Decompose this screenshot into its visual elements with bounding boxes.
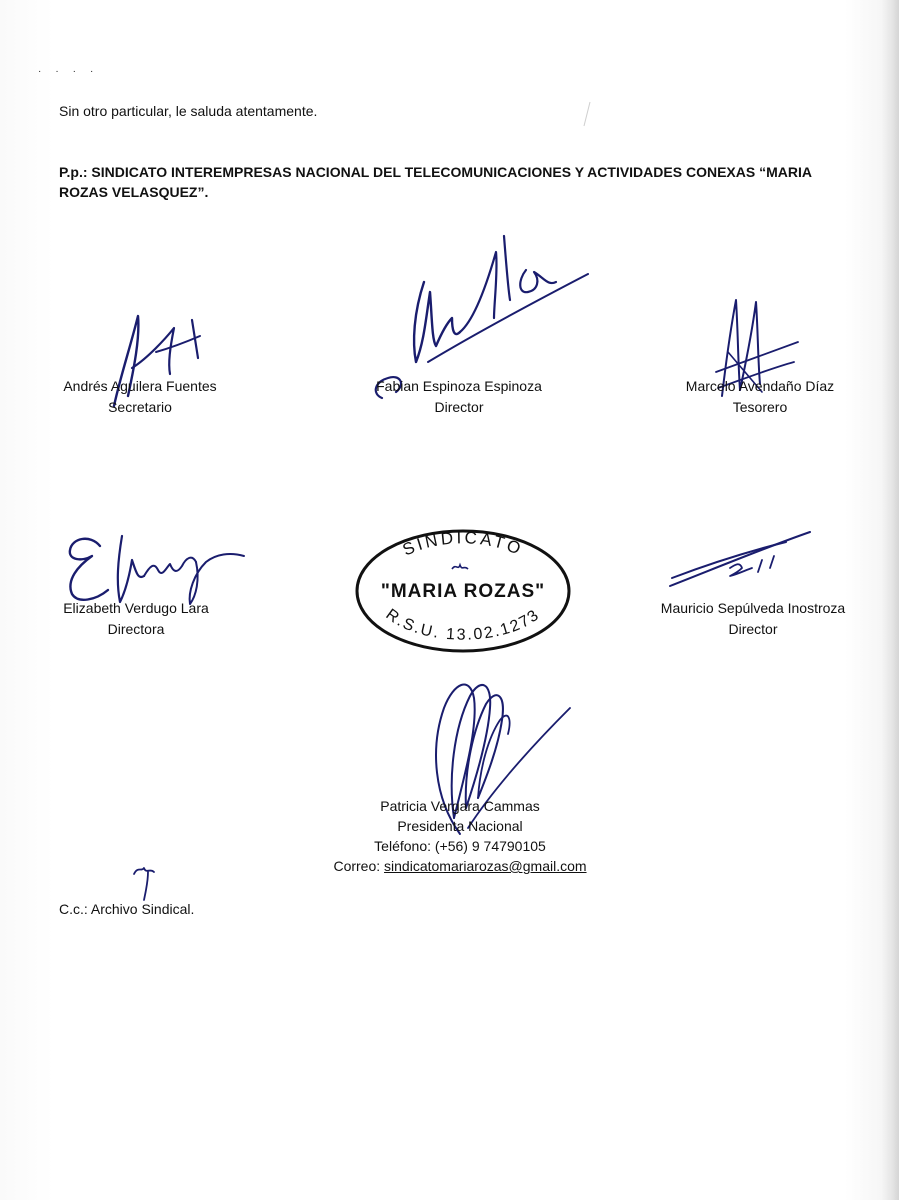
signatory-role: Secretario xyxy=(108,399,172,415)
page-shadow-edge xyxy=(881,0,899,1200)
union-stamp xyxy=(352,525,574,655)
stamp-middle-text: "MARIA ROZAS" xyxy=(380,581,546,602)
svg-text:R.S.U. 13.02.1273 xyxy=(383,606,544,644)
signatory-name: Elizabeth Verdugo Lara xyxy=(63,600,209,616)
contact-email xyxy=(300,856,620,876)
closing-line: Sin otro particular, le saluda atentamente. xyxy=(59,103,318,119)
signatory-role: Director xyxy=(728,621,778,637)
faint-mark xyxy=(580,100,594,128)
contact-phone xyxy=(300,836,620,856)
signature-sepulveda xyxy=(668,528,814,592)
signatory-name: Andrés Aguilera Fuentes xyxy=(63,378,217,394)
signatory-role: Directora xyxy=(107,621,165,637)
signatory-name: Marcelo Avendaño Díaz xyxy=(685,378,835,394)
phone-label: Teléfono: xyxy=(374,838,431,854)
email-label: Correo: xyxy=(333,858,381,874)
phone-value: (+56) 9 74790105 xyxy=(434,838,546,854)
initial-mark-cc xyxy=(132,862,162,902)
email-link[interactable]: sindicatomariarozas@gmail.com xyxy=(384,858,587,874)
stamp-bottom-text: R.S.U. 13.02.1273 xyxy=(382,605,544,644)
svg-text:SINDICATO xyxy=(400,528,526,559)
signatory-name: Mauricio Sepúlveda Inostroza xyxy=(660,600,846,616)
signatory-espinoza xyxy=(339,376,579,418)
pp-union-name: P.p.: SINDICATO INTEREMPRESAS NACIONAL DEL TELECOMUNICACIONES Y ACTIVIDADES CONEXAS “MARIA ROZAS VELASQUEZ”. xyxy=(59,164,812,200)
signatory-role: Presidenta Nacional xyxy=(397,818,523,834)
signatory-vergara xyxy=(300,796,620,876)
signatory-avendano xyxy=(640,376,880,418)
signatory-verdugo xyxy=(16,598,256,640)
signatory-aguilera xyxy=(20,376,260,418)
signatory-role: Director xyxy=(434,399,484,415)
stamp-initial-mark xyxy=(452,565,468,569)
stamp-top-text: SINDICATO xyxy=(399,528,527,560)
signatory-name: Patricia Vergara Cammas xyxy=(380,798,540,814)
signatory-role: Tesorero xyxy=(732,399,788,415)
signatory-sepulveda xyxy=(633,598,873,640)
scan-marks: ···· xyxy=(38,66,108,77)
signatory-name: Fabian Espinoza Espinoza xyxy=(376,378,542,394)
cc-line: C.c.: Archivo Sindical. xyxy=(59,901,195,917)
